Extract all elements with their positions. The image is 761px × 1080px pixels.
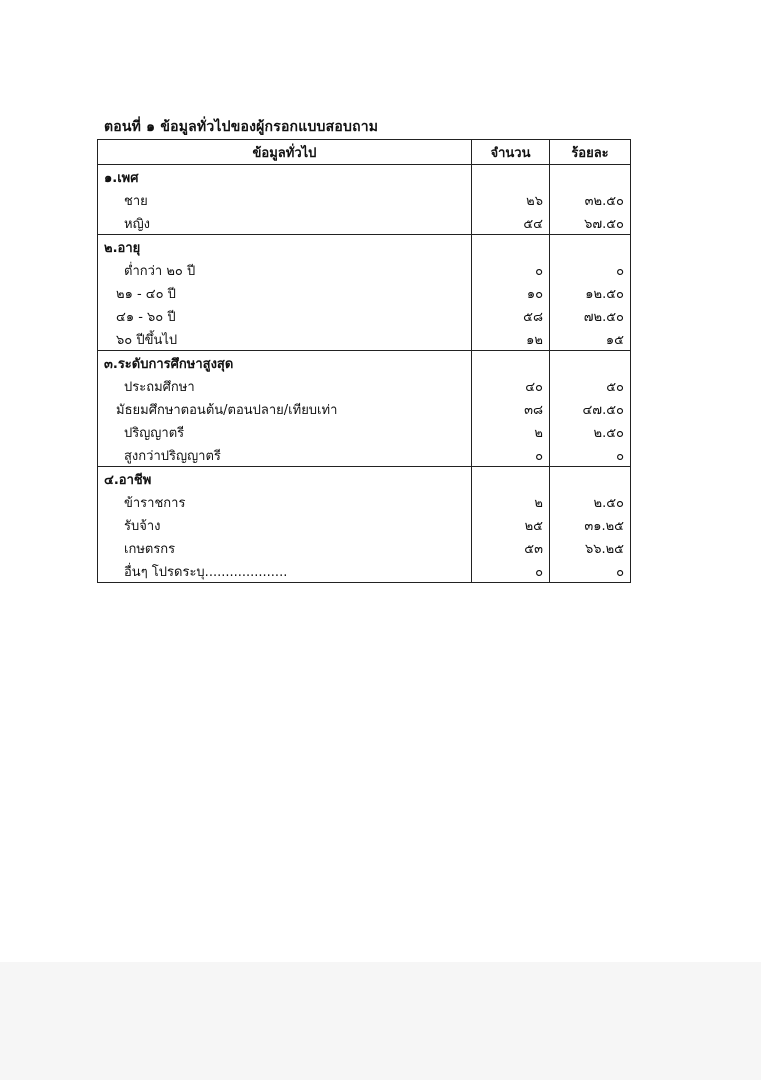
- row-count: ๑๒: [472, 327, 550, 351]
- empty-cell: [472, 235, 550, 259]
- row-percent: ๓๑.๒๕: [550, 513, 631, 536]
- table-header-row: [98, 140, 631, 165]
- row-count: ๕๔: [472, 211, 550, 235]
- row-percent: ๒.๕๐: [550, 420, 631, 443]
- header-count: จำนวน: [472, 140, 550, 165]
- table-row: [98, 513, 631, 536]
- empty-cell: [550, 165, 631, 189]
- table-row: [98, 304, 631, 327]
- scan-bottom-shade: [0, 962, 761, 1080]
- group-title-education: ๓.ระดับการศึกษาสูงสุด: [98, 351, 472, 375]
- row-label: ๔๑ - ๖๐ ปี: [98, 304, 472, 327]
- row-label: ชาย: [98, 188, 472, 211]
- empty-cell: [472, 351, 550, 375]
- row-label: เกษตรกร: [98, 536, 472, 559]
- row-count: ๕๓: [472, 536, 550, 559]
- empty-cell: [550, 467, 631, 491]
- group-header-row: [98, 235, 631, 259]
- row-count: ๐: [472, 559, 550, 583]
- row-count: ๒๖: [472, 188, 550, 211]
- table-row: [98, 327, 631, 351]
- row-percent: ๖๖.๒๕: [550, 536, 631, 559]
- row-count: ๒๕: [472, 513, 550, 536]
- row-label: ปริญญาตรี: [98, 420, 472, 443]
- group-header-row: [98, 351, 631, 375]
- table-row: [98, 211, 631, 235]
- row-count: ๑๐: [472, 281, 550, 304]
- row-count: ๕๘: [472, 304, 550, 327]
- row-count: ๔๐: [472, 374, 550, 397]
- row-label: อื่นๆ โปรดระบุ....................: [98, 559, 472, 583]
- row-percent: ๖๗.๕๐: [550, 211, 631, 235]
- row-count: ๒: [472, 490, 550, 513]
- row-label: ๖๐ ปีขึ้นไป: [98, 327, 472, 351]
- row-percent: ๑๕: [550, 327, 631, 351]
- row-label: มัธยมศึกษาตอนต้น/ตอนปลาย/เทียบเท่า: [98, 397, 472, 420]
- table-row: [98, 536, 631, 559]
- table-row: [98, 443, 631, 467]
- empty-cell: [472, 467, 550, 491]
- row-count: ๓๘: [472, 397, 550, 420]
- group-header-row: [98, 165, 631, 189]
- row-label: ๒๑ - ๔๐ ปี: [98, 281, 472, 304]
- table-row: [98, 258, 631, 281]
- header-percent: ร้อยละ: [550, 140, 631, 165]
- row-percent: ๐: [550, 443, 631, 467]
- row-count: ๐: [472, 258, 550, 281]
- table-row: [98, 420, 631, 443]
- row-percent: ๗๒.๕๐: [550, 304, 631, 327]
- row-percent: ๕๐: [550, 374, 631, 397]
- row-count: ๒: [472, 420, 550, 443]
- row-label: ต่ำกว่า ๒๐ ปี: [98, 258, 472, 281]
- empty-cell: [550, 235, 631, 259]
- general-info-table: [97, 139, 631, 583]
- row-percent: ๑๒.๕๐: [550, 281, 631, 304]
- row-percent: ๐: [550, 258, 631, 281]
- group-title-occupation: ๔.อาชีพ: [98, 467, 472, 491]
- row-percent: ๔๗.๕๐: [550, 397, 631, 420]
- table-row: [98, 374, 631, 397]
- table-row: [98, 188, 631, 211]
- header-general-info: ข้อมูลทั่วไป: [98, 140, 472, 165]
- table-row: [98, 559, 631, 583]
- row-label: หญิง: [98, 211, 472, 235]
- empty-cell: [472, 165, 550, 189]
- group-header-row: [98, 467, 631, 491]
- group-title-age: ๒.อายุ: [98, 235, 472, 259]
- table-row: [98, 490, 631, 513]
- row-label: สูงกว่าปริญญาตรี: [98, 443, 472, 467]
- empty-cell: [550, 351, 631, 375]
- row-count: ๐: [472, 443, 550, 467]
- row-label: ข้าราชการ: [98, 490, 472, 513]
- row-label: รับจ้าง: [98, 513, 472, 536]
- row-percent: ๒.๕๐: [550, 490, 631, 513]
- row-label: ประถมศึกษา: [98, 374, 472, 397]
- table-row: [98, 397, 631, 420]
- table-row: [98, 281, 631, 304]
- row-percent: ๓๒.๕๐: [550, 188, 631, 211]
- row-percent: ๐: [550, 559, 631, 583]
- group-title-gender: ๑.เพศ: [98, 165, 472, 189]
- section-heading: ตอนที่ ๑ ข้อมูลทั่วไปของผู้กรอกแบบสอบถาม: [104, 119, 379, 135]
